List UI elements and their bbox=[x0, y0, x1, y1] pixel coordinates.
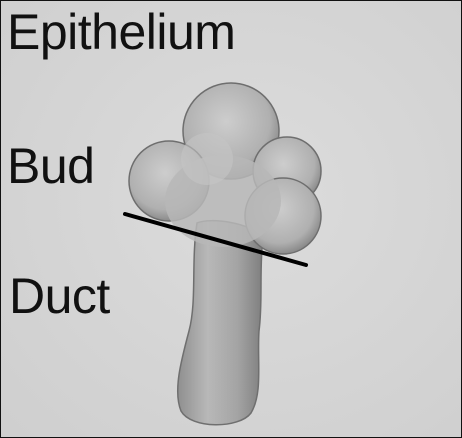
duct-label: Duct bbox=[9, 268, 110, 324]
title-label: Epithelium bbox=[7, 4, 236, 60]
bud-label: Bud bbox=[7, 138, 95, 194]
epithelium-specimen bbox=[1, 1, 461, 437]
